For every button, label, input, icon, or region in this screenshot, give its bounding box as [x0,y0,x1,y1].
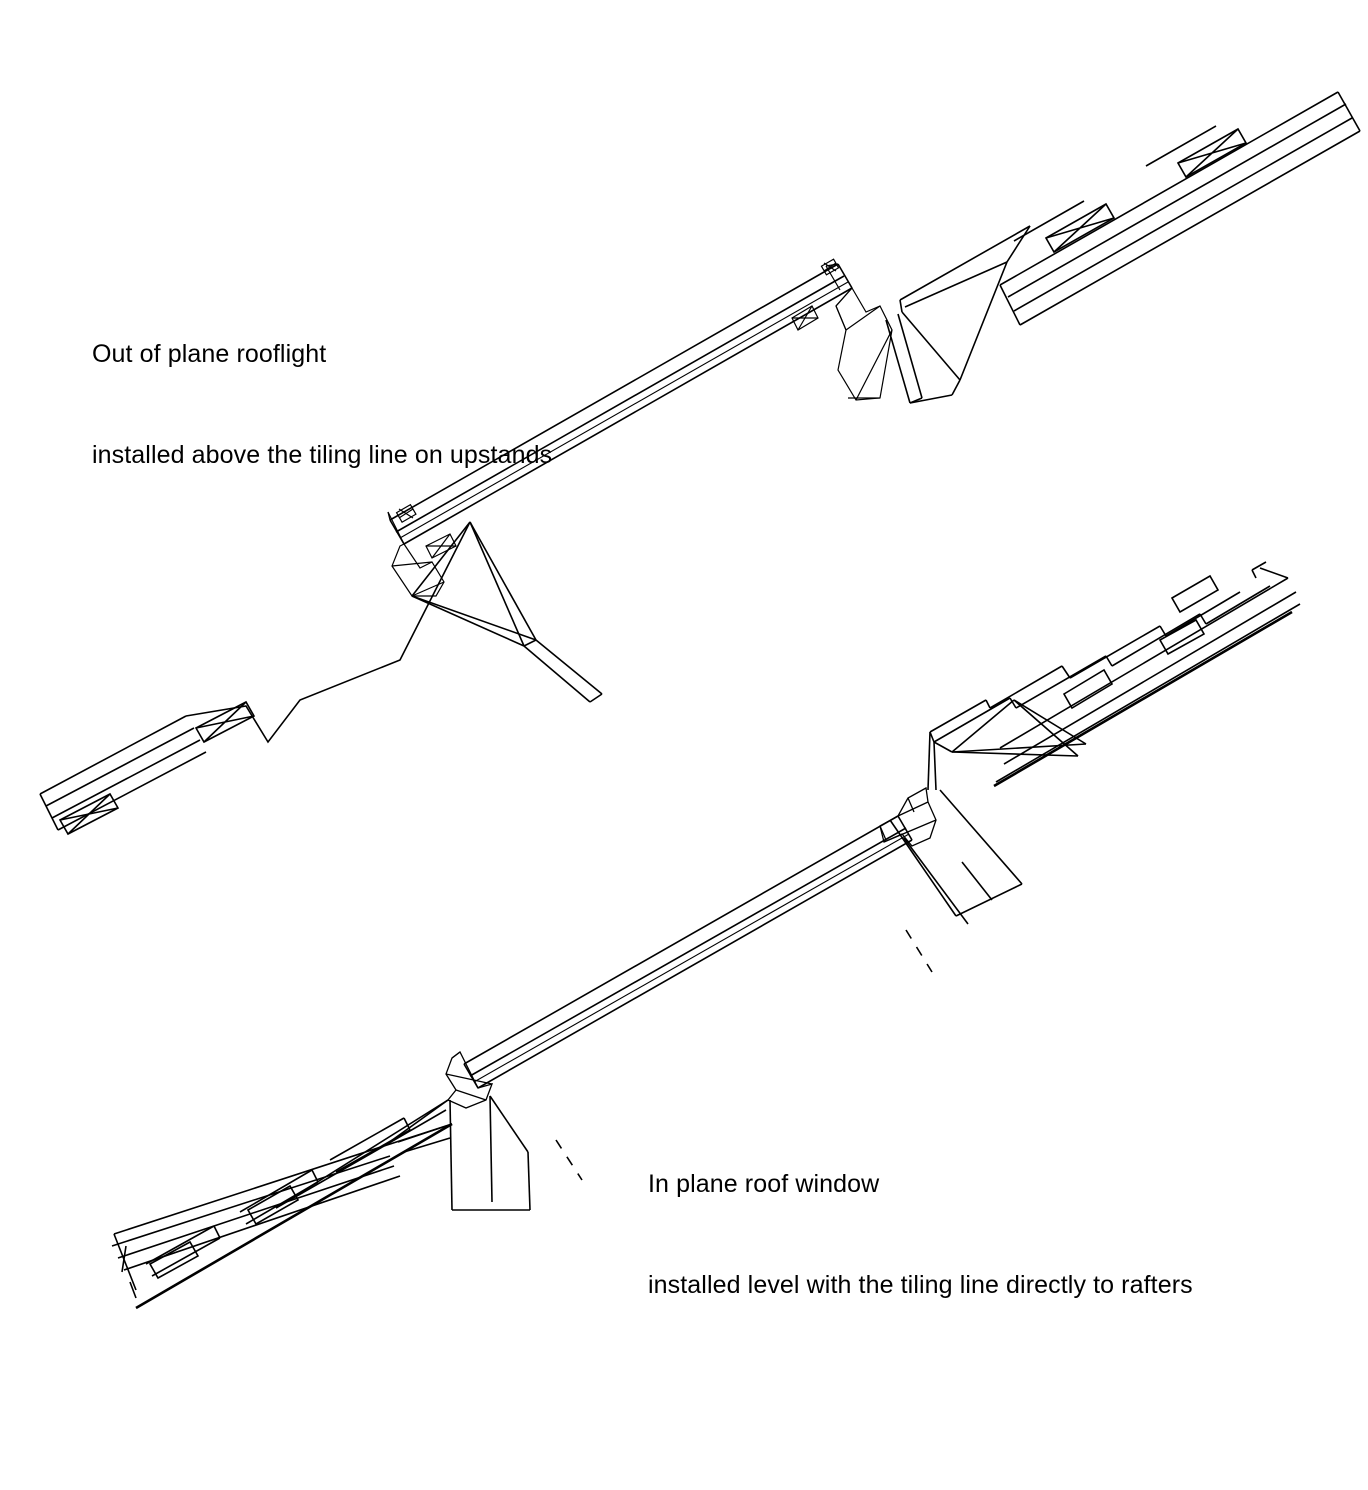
upper-left-flashing [412,522,536,646]
upper-left-roof-slope [40,522,470,830]
lower-left-reveal [398,1096,530,1210]
annotation-out-of-plane-line2: installed above the tiling line on upstands [92,440,553,469]
annotation-in-plane-line1: In plane roof window [648,1169,880,1198]
lower-right-roof-layers [930,562,1300,782]
lower-left-flashing [276,1100,448,1208]
lower-left-roof-line [136,1124,452,1308]
upper-left-upstand [524,640,602,702]
lower-right-roof-line [994,612,1292,786]
upper-right-batten-blocks [1014,126,1246,252]
annotation-out-of-plane-line1: Out of plane rooflight [92,339,327,368]
lower-left-dashed-line [556,1140,582,1180]
lower-right-flashing [928,700,1086,790]
lower-right-dashed-line [906,930,932,972]
upper-right-roof-slope [1000,92,1360,325]
roof-window-glazing-inner-line [474,834,909,1082]
upper-right-flashing [900,226,1030,403]
annotation-out-of-plane-rooflight [92,270,552,540]
annotation-in-plane-line2: installed level with the tiling line directly to rafters [648,1270,1193,1299]
upper-right-upstand [886,314,922,403]
roof-window-glazing-panel [464,816,912,1088]
lower-right-tile-blocks [1064,576,1218,708]
annotation-in-plane-roof-window [648,1100,1193,1370]
rooflight-head-frame [792,259,892,400]
